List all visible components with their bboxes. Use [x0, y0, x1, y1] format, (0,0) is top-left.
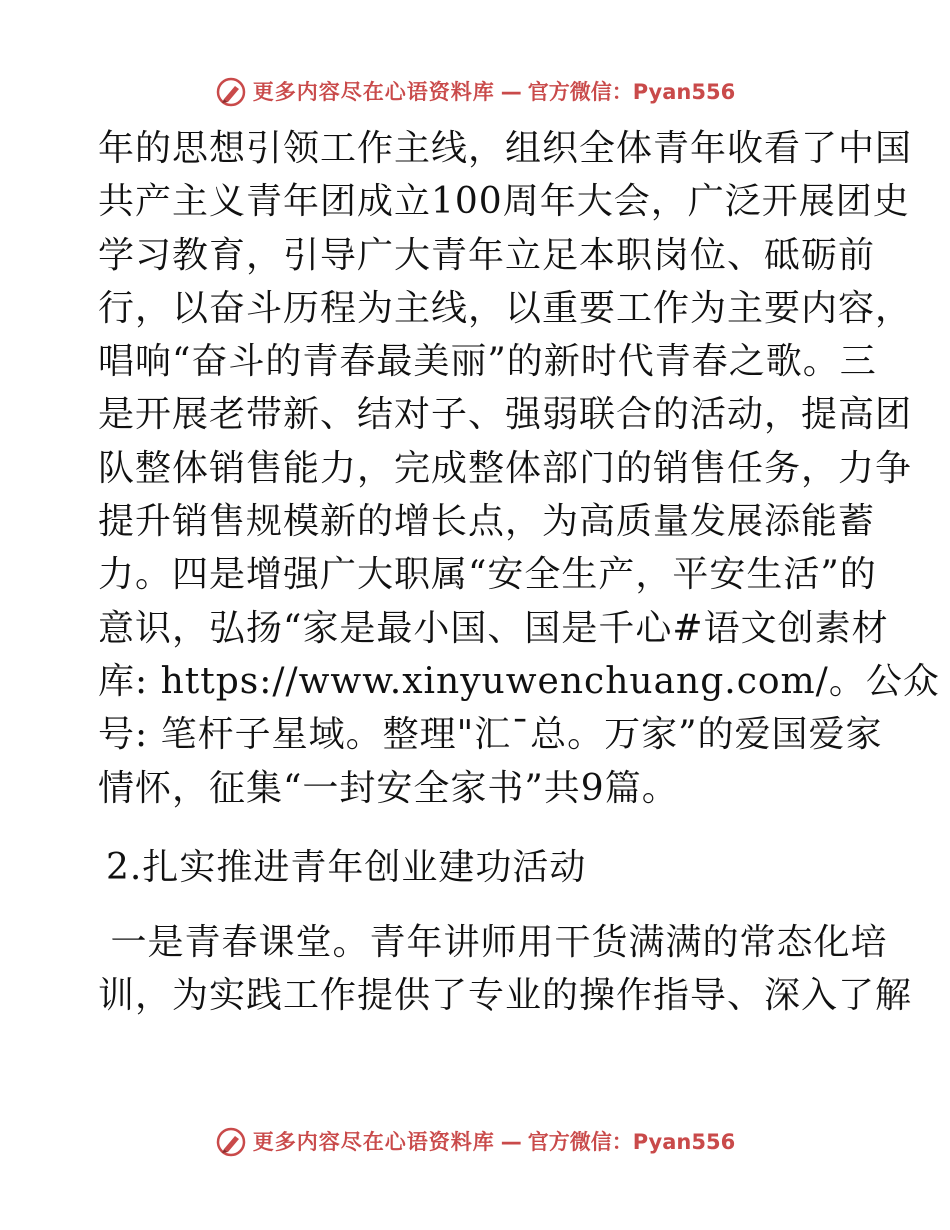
paragraph-1: [98, 122, 940, 815]
text-line: 意识，弘扬“家是最小国、国是千心#语文创素材: [98, 607, 889, 649]
text-line: 是开展老带新、结对子、强弱联合的活动，提高团: [98, 394, 913, 436]
text-line: 唱响“奋斗的青春最美丽”的新时代青春之歌。三: [98, 341, 877, 383]
pen-logo-icon: [215, 1126, 247, 1158]
text-line: 训，为实践工作提供了专业的操作指导、深入了解: [98, 975, 913, 1017]
text-line: 情怀，征集“一封安全家书”共9篇。: [98, 767, 679, 809]
watermark-brand-text: 更多内容尽在心语资料库: [252, 1130, 495, 1154]
text-line: 库: https://www.xinyuwenchuang.com/。公众: [98, 660, 940, 702]
pen-logo-icon: [215, 76, 247, 108]
watermark-wechat-label: 官方微信：Pyan556: [527, 80, 736, 104]
text-line: 共产主义青年团成立100周年大会，广泛开展团史: [98, 181, 910, 223]
text-line: 一是青春课堂。青年讲师用干货满满的常态化培: [98, 922, 888, 964]
text-line: 行，以奋斗历程为主线，以重要工作为主要内容，: [98, 287, 913, 329]
text-line: 学习教育，引导广大青年立足本职岗位、砥砺前: [98, 234, 876, 276]
text-line: 年的思想引领工作主线，组织全体青年收看了中国: [98, 128, 913, 169]
watermark-separator: —: [500, 1130, 522, 1154]
watermark-brand-text: 更多内容尽在心语资料库: [252, 80, 495, 104]
text-line: 提升销售规模新的增长点，为高质量发展添能蓄: [98, 501, 876, 543]
paragraph-2: [98, 916, 913, 1023]
watermark-separator: —: [500, 80, 522, 104]
section-heading: 2.扎实推进青年创业建功活动: [106, 846, 587, 888]
text-line: 号: 笔杆子星域。整理"汇¯总。万家”的爱国爱家: [98, 714, 883, 756]
footer-watermark: [0, 1126, 950, 1158]
header-watermark: [0, 76, 950, 108]
watermark-wechat-label: 官方微信：Pyan556: [527, 1130, 736, 1154]
text-line: 力。四是增强广大职属“安全生产，平安生活”的: [98, 554, 877, 596]
document-body: [98, 122, 940, 1023]
text-line: 队整体销售能力，完成整体部门的销售任务，力争: [98, 447, 913, 489]
